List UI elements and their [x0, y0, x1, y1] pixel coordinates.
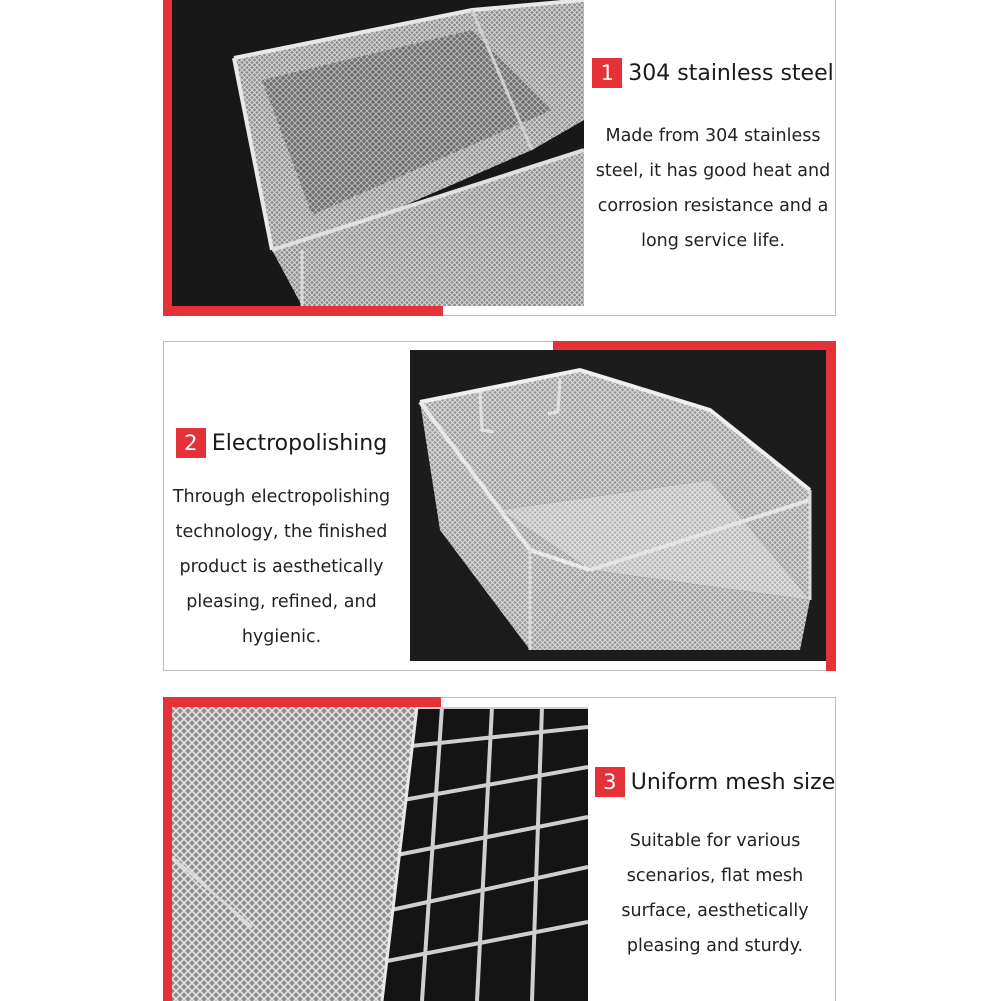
feature-1-description: [590, 119, 836, 259]
basket-photo-full: [410, 350, 826, 661]
accent-bar-left: [163, 697, 172, 1001]
mesh-photo-closeup: [172, 707, 588, 1001]
feature-1-text: [590, 58, 836, 259]
accent-bar-top: [163, 697, 441, 707]
description-line: technology, the finished: [175, 522, 388, 542]
description-line: surface, aesthetically: [621, 901, 809, 921]
description-line: corrosion resistance and a: [597, 196, 829, 216]
accent-bar-top: [553, 341, 836, 350]
feature-2-description: [163, 480, 400, 655]
description-line: pleasing, refined, and: [186, 592, 377, 612]
feature-3-description: [594, 824, 836, 964]
description-line: pleasing and sturdy.: [626, 936, 804, 956]
accent-bar-right: [826, 341, 836, 671]
feature-1-title: 304 stainless steel: [628, 60, 834, 86]
feature-2-title: Electropolishing: [211, 430, 388, 456]
feature-3-heading: [594, 767, 836, 797]
feature-2-heading: [163, 428, 400, 458]
feature-2-text: [163, 428, 400, 655]
feature-3-title: Uniform mesh size: [630, 769, 836, 795]
feature-3-number: 3: [595, 767, 625, 797]
description-line: Made from 304 stainless: [605, 126, 821, 146]
description-line: long service life.: [641, 231, 785, 251]
basket-photo-closeup: [172, 0, 584, 306]
accent-bar-bottom: [163, 306, 443, 316]
feature-3-text: [594, 767, 836, 964]
description-line: Suitable for various: [629, 831, 801, 851]
description-line: product is aesthetically: [179, 557, 384, 577]
description-line: scenarios, flat mesh: [626, 866, 804, 886]
accent-bar-left: [163, 0, 172, 316]
description-line: Through electropolishing: [172, 487, 391, 507]
feature-1-heading: [590, 58, 836, 88]
description-line: hygienic.: [241, 627, 322, 647]
feature-2-number: 2: [176, 428, 206, 458]
description-line: steel, it has good heat and: [595, 161, 831, 181]
feature-1-number: 1: [592, 58, 622, 88]
